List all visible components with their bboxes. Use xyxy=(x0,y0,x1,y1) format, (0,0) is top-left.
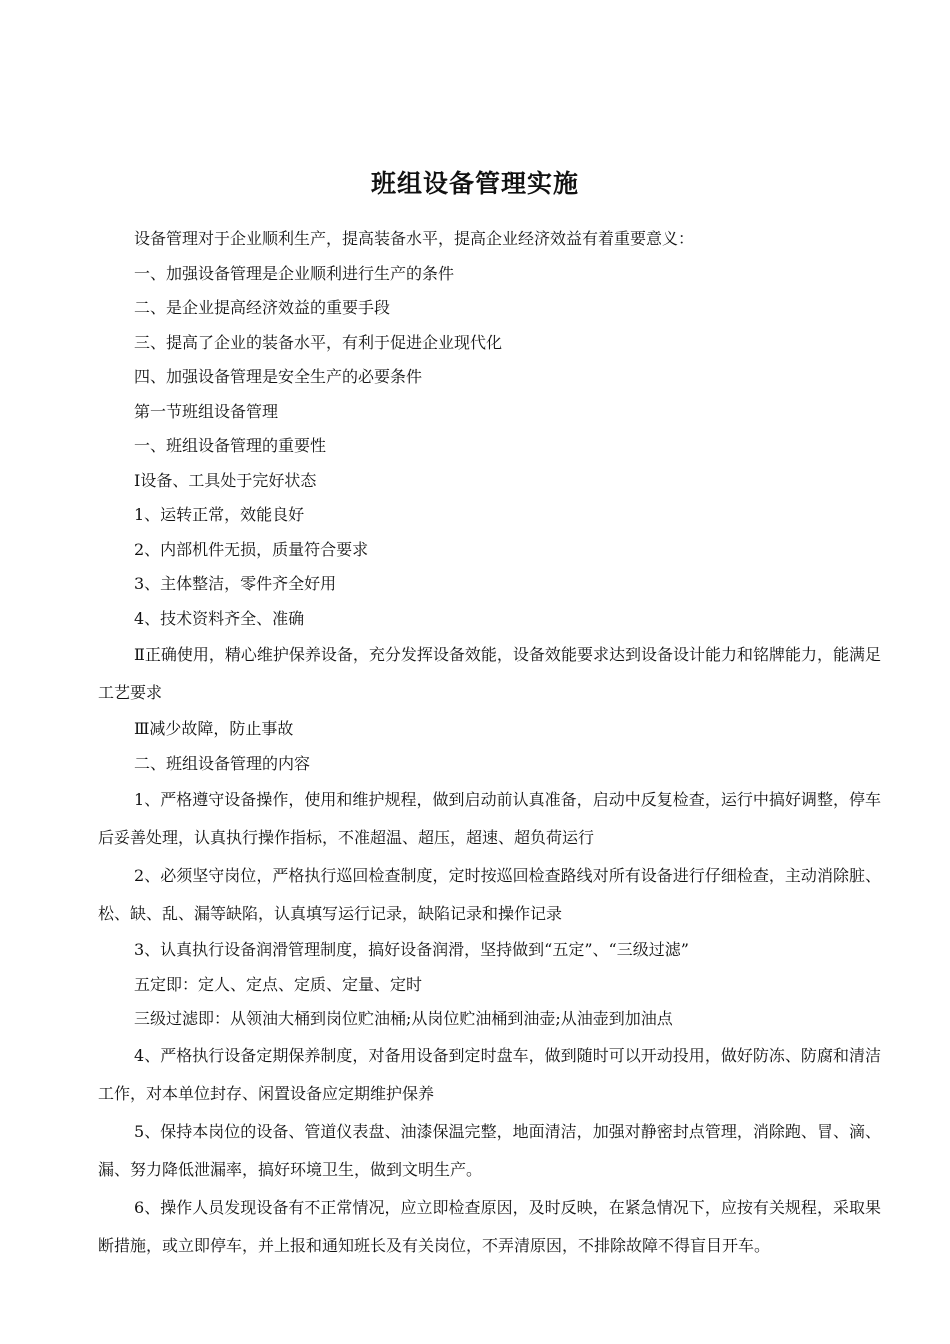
paragraph: Ⅲ减少故障，防止事故 xyxy=(134,719,294,738)
paragraph: 三级过滤即：从领油大桶到岗位贮油桶;从岗位贮油桶到油壶;从油壶到加油点 xyxy=(134,1009,673,1028)
paragraph: Ⅱ正确使用，精心维护保养设备，充分发挥设备效能，设备效能要求达到设备设计能力和铭牌能力，能满足工艺要求 xyxy=(98,645,881,702)
list-item: 2、内部机件无损，质量符合要求 xyxy=(134,539,369,559)
list-item: 2、必须坚守岗位，严格执行巡回检查制度，定时按巡回检查路线对所有设备进行仔细检查，主动消除脏、松、缺、乱、漏等缺陷，认真填写运行记录，缺陷记录和操作记录 xyxy=(98,866,881,923)
list-item: 4、技术资料齐全、准确 xyxy=(134,608,305,628)
subsection-heading: 一、班组设备管理的重要性 xyxy=(134,436,327,455)
list-item: 5、保持本岗位的设备、管道仪表盘、油漆保温完整，地面清洁，加强对静密封点管理，消除跑、冒、滴、漏、努力降低泄漏率，搞好环境卫生，做到文明生产。 xyxy=(98,1121,881,1179)
document-title: 班组设备管理实施 xyxy=(370,169,579,198)
paragraph: 设备管理对于企业顺利生产，提高装备水平，提高企业经济效益有着重要意义： xyxy=(134,229,695,248)
list-item: 3、认真执行设备润滑管理制度，搞好设备润滑，坚持做到“五定”、“三级过滤” xyxy=(134,940,689,959)
paragraph: 四、加强设备管理是安全生产的必要条件 xyxy=(134,367,423,386)
list-item: 3、主体整洁，零件齐全好用 xyxy=(134,574,337,593)
paragraph: Ⅰ设备、工具处于完好状态 xyxy=(134,470,317,490)
list-item: 6、操作人员发现设备有不正常情况，应立即检查原因，及时反映，在紧急情况下，应按有关规程，采取果断措施，或立即停车，并上报和通知班长及有关岗位，不弄清原因，不排除故障不得盲目开车。 xyxy=(98,1197,881,1255)
paragraph: 二、是企业提高经济效益的重要手段 xyxy=(134,298,391,317)
list-item: 1、运转正常，效能良好 xyxy=(134,505,305,524)
list-item: 4、严格执行设备定期保养制度，对备用设备到定时盘车，做到随时可以开动投用，做好防冻、防腐和清洁工作，对本单位封存、闲置设备应定期维护保养 xyxy=(98,1045,881,1103)
subsection-heading: 二、班组设备管理的内容 xyxy=(134,753,311,773)
section-heading: 第一节班组设备管理 xyxy=(134,401,279,421)
paragraph: 三、提高了企业的装备水平，有利于促进企业现代化 xyxy=(134,332,503,352)
document-body xyxy=(98,222,881,1265)
paragraph: 一、加强设备管理是企业顺利进行生产的条件 xyxy=(134,263,455,283)
paragraph: 五定即：定人、定点、定质、定量、定时 xyxy=(134,974,423,994)
list-item: 1、严格遵守设备操作，使用和维护规程，做到启动前认真准备，启动中反复检查，运行中搞好调整，停车后妥善处理，认真执行操作指标，不准超温、超压，超速、超负荷运行 xyxy=(98,790,881,847)
